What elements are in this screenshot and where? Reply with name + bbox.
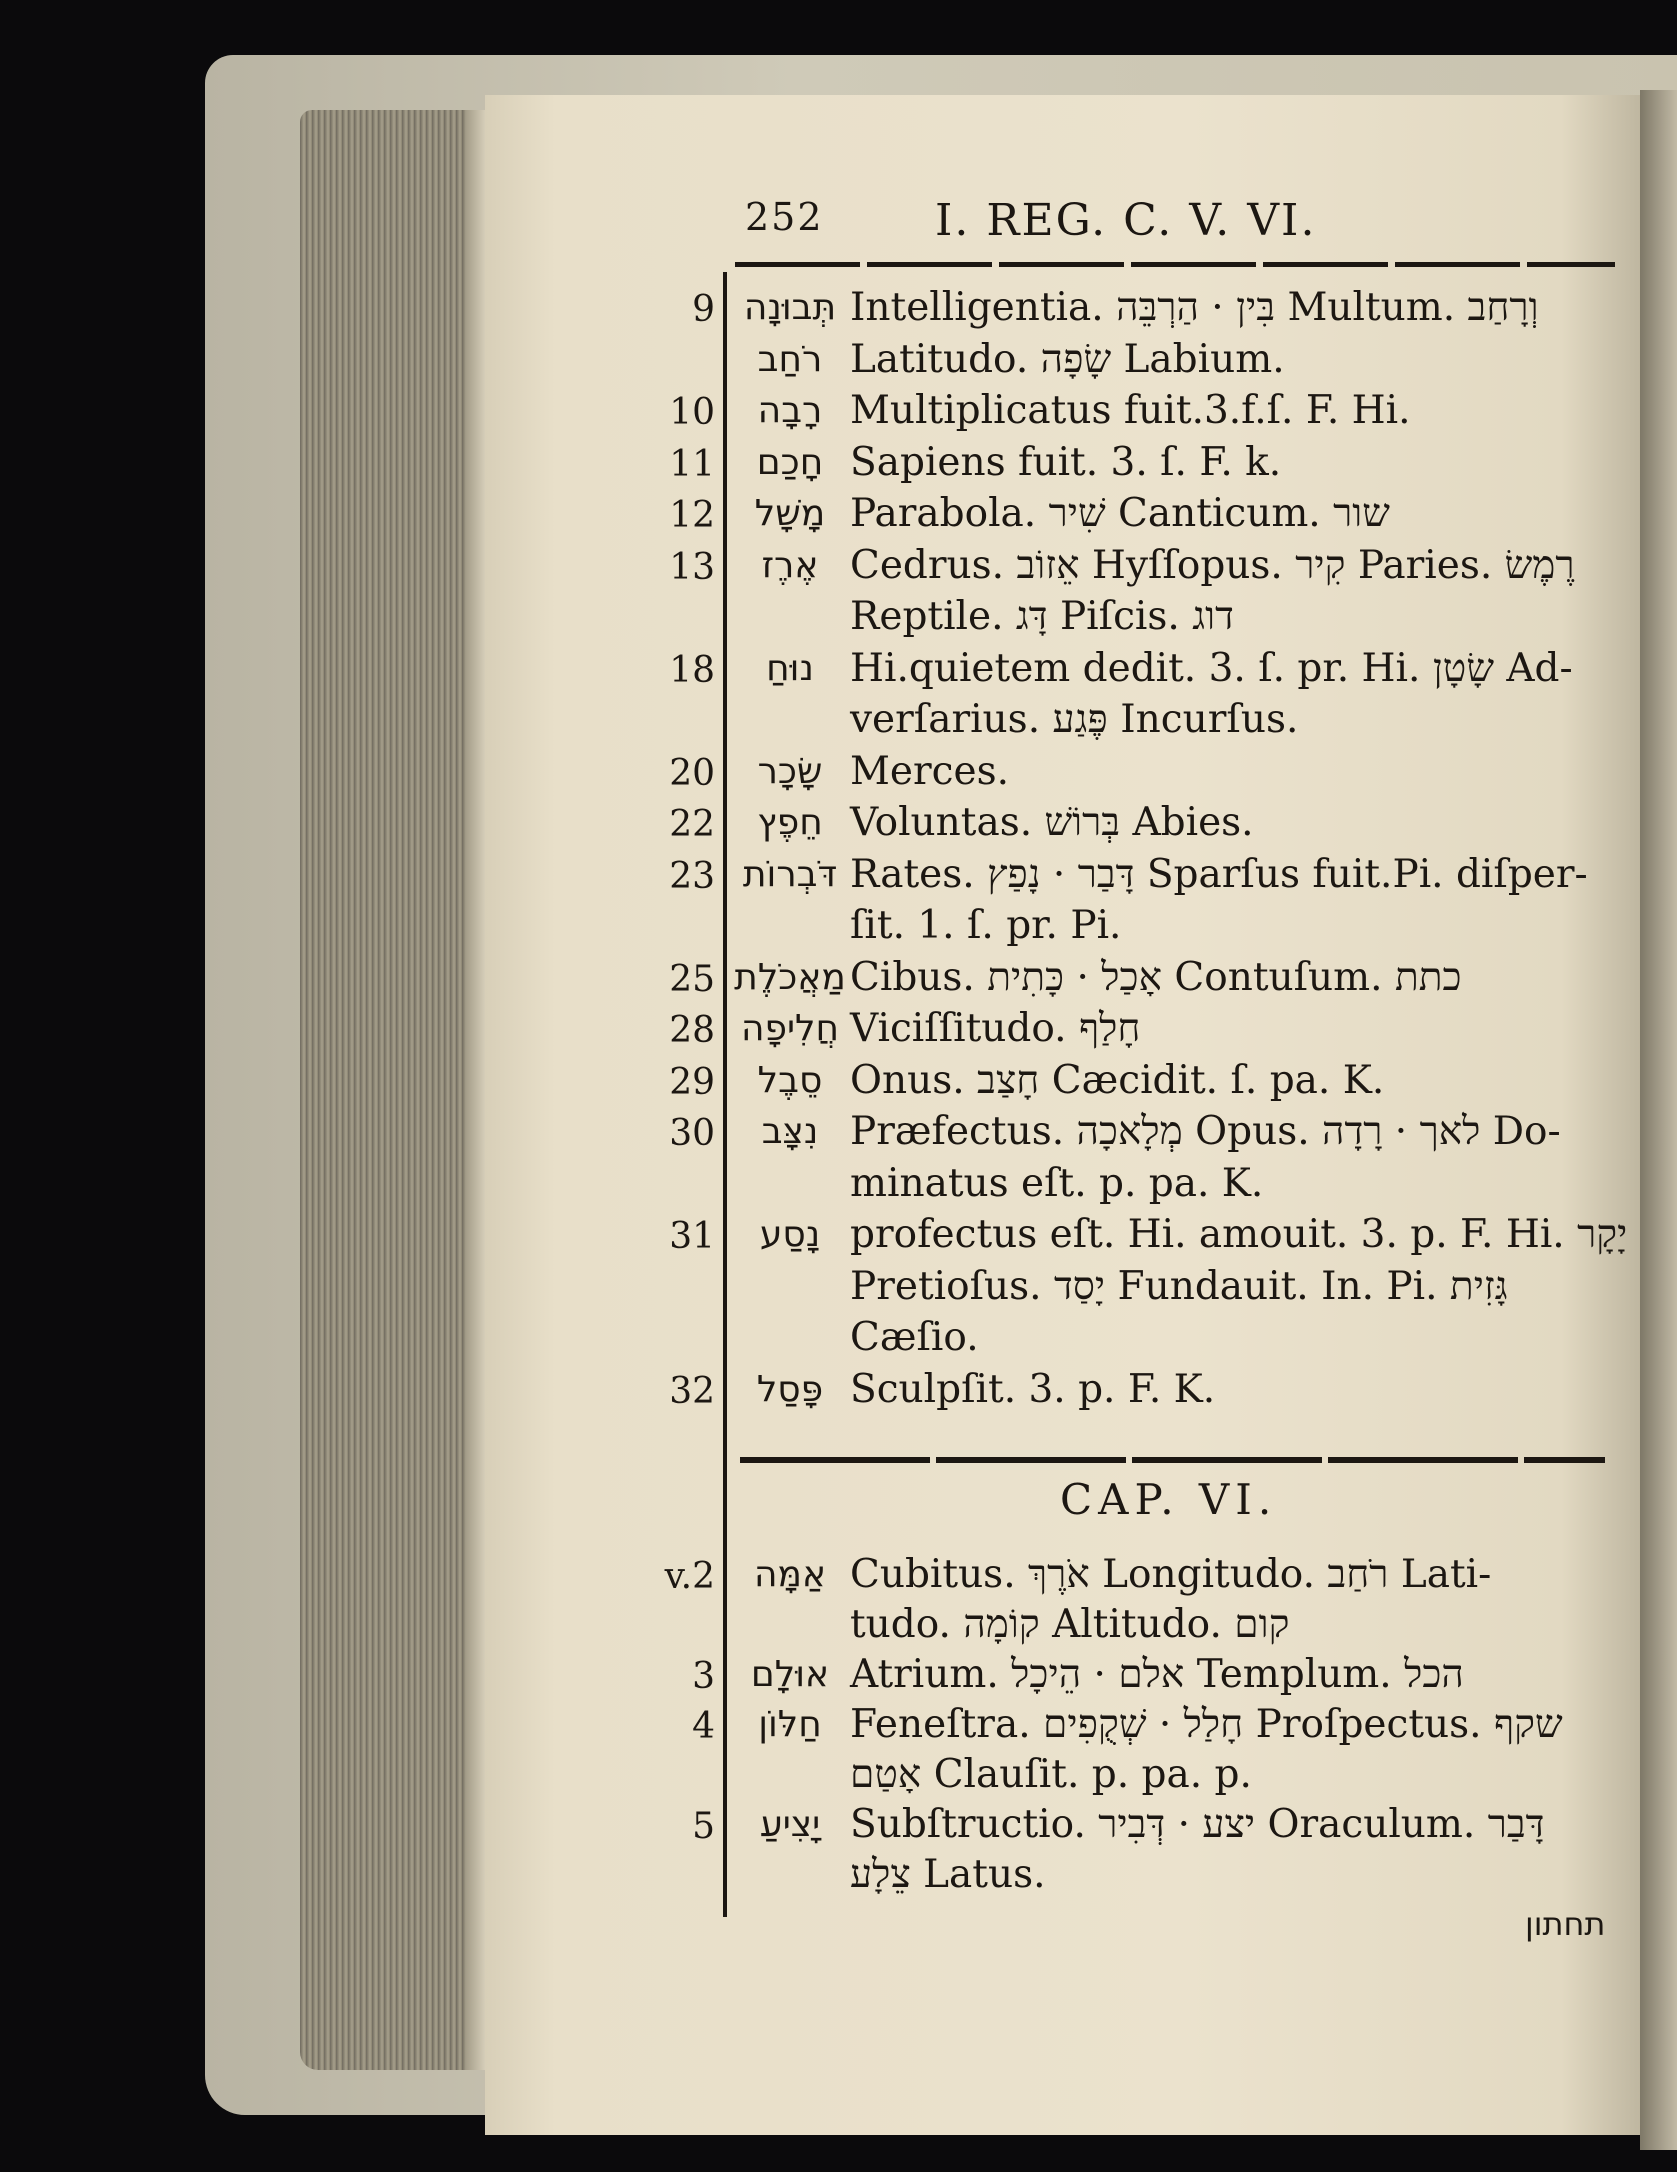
latin-gloss: Latitudo. שָׂפָה Labium. <box>850 336 1285 382</box>
latin-gloss: Sculpſit. 3. p. F. K. <box>850 1366 1216 1412</box>
verse-number: 12 <box>669 495 715 536</box>
latin-gloss: Parabola. שִׁיר Canticum. שור <box>850 491 1390 536</box>
entry-row <box>0 1752 1677 1804</box>
latin-gloss: verſarius. פֶּגַע Incurſus. <box>850 697 1299 742</box>
hebrew-headword: נָסַע <box>759 1214 821 1255</box>
latin-gloss: Rates. דָּבַר · נָפַץ Sparſus fuit.Pi. diſper- <box>850 851 1588 897</box>
entry-row <box>0 1264 1677 1316</box>
latin-gloss: profectus eſt. Hi. amouit. 3. p. F. Hi. יָקָר <box>850 1212 1628 1257</box>
entry-row <box>0 1802 1677 1854</box>
hebrew-headword: חֵפֶץ <box>757 802 823 843</box>
latin-gloss: Atrium. אלם · הֵיכָל Templum. הכל <box>850 1652 1464 1697</box>
entry-row <box>0 1367 1677 1419</box>
entry-row <box>0 1006 1677 1058</box>
hebrew-headword: פָּסַל <box>756 1368 824 1410</box>
hebrew-headword: חָכַם <box>756 441 824 483</box>
hebrew-headword: דֹּבְרוֹת <box>742 853 838 895</box>
latin-gloss: Reptile. דָּג Piſcis. דוג <box>850 594 1234 639</box>
verse-number: 5 <box>692 1806 715 1847</box>
header-rule <box>735 262 1615 267</box>
chapter-heading: CAP. VI. <box>1060 1475 1278 1524</box>
entry-row <box>0 1315 1677 1367</box>
latin-gloss: Cæſio. <box>850 1315 979 1360</box>
verse-number: 11 <box>669 443 715 485</box>
entry-row <box>0 543 1677 595</box>
verse-number: 20 <box>669 752 715 794</box>
hebrew-headword: תְּבוּנָה <box>743 287 837 328</box>
entry-row <box>0 594 1677 646</box>
entry-row <box>0 285 1677 337</box>
entry-row <box>0 1652 1677 1704</box>
hebrew-headword: יָצִיעַ <box>759 1804 821 1845</box>
verse-number: 32 <box>669 1370 715 1412</box>
latin-gloss: Merces. <box>850 748 1009 794</box>
entry-row <box>0 440 1677 492</box>
latin-gloss: Multiplicatus fuit.3.f.ſ. F. Hi. <box>850 388 1411 433</box>
entry-row <box>0 903 1677 955</box>
entry-row <box>0 337 1677 389</box>
verse-number: 28 <box>669 1010 715 1051</box>
latin-gloss: Feneſtra. חָלַל · שְׁקֻפִים Proſpectus. שקף <box>850 1702 1563 1747</box>
latin-gloss: צֵלָע Latus. <box>850 1852 1046 1897</box>
entry-row <box>0 1602 1677 1654</box>
verse-number: 13 <box>669 546 715 588</box>
hebrew-headword: נוּחַ <box>766 647 814 689</box>
latin-gloss: Cubitus. אֹרֶךְ Longitudo. רֹחַב Lati- <box>850 1552 1492 1597</box>
verse-number: 31 <box>669 1216 715 1257</box>
latin-gloss: Sapiens fuit. 3. ſ. F. k. <box>850 439 1282 485</box>
entry-row <box>0 800 1677 852</box>
latin-gloss: Pretioſus. יָסַד Fundauit. In. Pi. גָּזִית <box>850 1263 1508 1309</box>
entry-row <box>0 1109 1677 1161</box>
hebrew-headword: רָבָה <box>757 390 823 431</box>
latin-gloss: Præfectus. מְלָאכָה Opus. לאך · רָדָה Do- <box>850 1109 1561 1154</box>
latin-gloss: אָטַם Clauſit. p. pa. p. <box>850 1752 1252 1797</box>
catchword: תחתון <box>1525 1905 1606 1943</box>
entry-row <box>0 1702 1677 1754</box>
verse-number: 3 <box>692 1656 715 1697</box>
chapter-divider <box>740 1457 1605 1463</box>
entry-row <box>0 646 1677 698</box>
latin-gloss: tudo. קוֹמָה Altitudo. קום <box>850 1602 1290 1647</box>
hebrew-headword: רֹחַב <box>757 338 823 380</box>
verse-number: 30 <box>669 1113 715 1154</box>
verse-number: 4 <box>692 1706 715 1747</box>
page-number: 252 <box>745 195 824 239</box>
latin-gloss: ſit. 1. ſ. pr. Pi. <box>850 903 1122 948</box>
entry-row <box>0 1161 1677 1213</box>
latin-gloss: Subſtructio. יצע · דְּבִיר Oraculum. דָּבַר <box>850 1802 1545 1847</box>
entry-row <box>0 1058 1677 1110</box>
latin-gloss: Hi.quietem dedit. 3. ſ. pr. Hi. שָׂטָן Ad- <box>850 645 1573 691</box>
entry-row <box>0 852 1677 904</box>
latin-gloss: Onus. חָצַב Cæcidit. ſ. pa. K. <box>850 1057 1385 1103</box>
entry-row <box>0 955 1677 1007</box>
latin-gloss: Viciſſitudo. חָלַף <box>850 1006 1141 1051</box>
latin-gloss: Intelligentia. בִּין · הַרְבֵּה Multum. וְרָחַב <box>850 285 1539 330</box>
entry-row <box>0 388 1677 440</box>
verse-number: 10 <box>669 392 715 433</box>
entry-row <box>0 749 1677 801</box>
latin-gloss: Cedrus. אֵזוֹב Hyſſopus. קִיר Paries. רֶמֶשׂ <box>850 542 1575 588</box>
verse-number: 29 <box>669 1061 715 1103</box>
verse-number: 18 <box>669 649 715 691</box>
entry-row <box>0 491 1677 543</box>
verse-number: 23 <box>669 855 715 897</box>
latin-gloss: minatus eſt. p. pa. K. <box>850 1160 1264 1206</box>
running-title: I. REG. C. V. VI. <box>935 195 1317 246</box>
hebrew-headword: מַאֲכֹלֶת <box>734 956 846 998</box>
hebrew-headword: חַלּוֹן <box>758 1704 822 1745</box>
hebrew-headword: אוּלָם <box>750 1654 830 1695</box>
hebrew-headword: סֵבֶל <box>757 1059 823 1101</box>
verse-number: v.2 <box>664 1556 715 1597</box>
verse-number: 25 <box>669 958 715 1000</box>
hebrew-headword: אֶרֶז <box>761 544 819 586</box>
hebrew-headword: חֲלִיפָה <box>740 1008 840 1049</box>
hebrew-headword: מָשָׁל <box>754 493 826 534</box>
entry-row <box>0 1212 1677 1264</box>
verse-number: 22 <box>669 804 715 845</box>
hebrew-headword: שָׂכָר <box>757 750 823 792</box>
latin-gloss: Cibus. אָכַל · כָּתִית Contuſum. כתת <box>850 954 1462 1000</box>
latin-gloss: Voluntas. בְּרוֹשׁ Abies. <box>850 800 1254 845</box>
entry-row <box>0 697 1677 749</box>
verse-number: 9 <box>692 289 715 330</box>
hebrew-headword: אַמָּה <box>753 1554 827 1595</box>
entry-row <box>0 1552 1677 1604</box>
entry-row <box>0 1852 1677 1904</box>
hebrew-headword: נִצָּב <box>761 1111 819 1152</box>
